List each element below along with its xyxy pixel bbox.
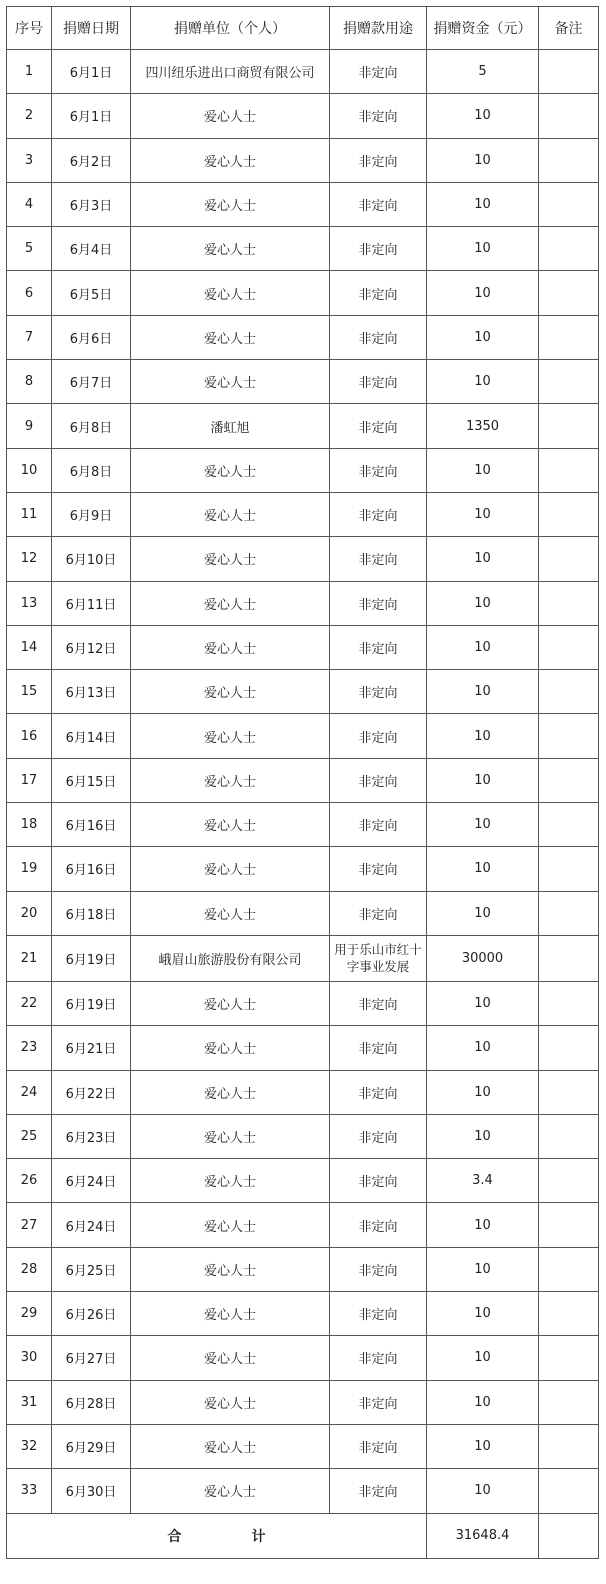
cell-amount: 5	[427, 50, 539, 94]
header-amount: 捐赠资金（元）	[427, 7, 539, 50]
cell-amount: 10	[427, 227, 539, 271]
cell-purpose: 非定向	[330, 670, 427, 714]
header-row	[7, 7, 599, 50]
cell-index: 23	[7, 1026, 52, 1070]
cell-date: 6月1日	[52, 50, 131, 94]
table-row	[7, 492, 599, 536]
cell-amount: 10	[427, 1247, 539, 1291]
cell-remark	[539, 138, 599, 182]
cell-amount: 10	[427, 271, 539, 315]
cell-index: 9	[7, 404, 52, 448]
cell-donor: 爱心人士	[131, 1159, 330, 1203]
cell-donor: 爱心人士	[131, 1070, 330, 1114]
cell-purpose: 非定向	[330, 625, 427, 669]
cell-purpose: 非定向	[330, 138, 427, 182]
cell-date: 6月16日	[52, 847, 131, 891]
total-amount: 31648.4	[427, 1513, 539, 1558]
cell-index: 26	[7, 1159, 52, 1203]
cell-purpose: 非定向	[330, 315, 427, 359]
cell-purpose: 非定向	[330, 537, 427, 581]
cell-date: 6月21日	[52, 1026, 131, 1070]
cell-donor: 爱心人士	[131, 1336, 330, 1380]
total-remark	[539, 1513, 599, 1558]
cell-amount: 30000	[427, 935, 539, 981]
cell-date: 6月29日	[52, 1424, 131, 1468]
cell-donor: 爱心人士	[131, 360, 330, 404]
table-row	[7, 1247, 599, 1291]
cell-donor: 潘虹旭	[131, 404, 330, 448]
table-row	[7, 1292, 599, 1336]
cell-index: 4	[7, 182, 52, 226]
cell-remark	[539, 581, 599, 625]
cell-purpose: 非定向	[330, 1026, 427, 1070]
cell-date: 6月1日	[52, 94, 131, 138]
cell-amount: 10	[427, 891, 539, 935]
cell-purpose: 非定向	[330, 714, 427, 758]
cell-purpose: 非定向	[330, 271, 427, 315]
cell-purpose: 非定向	[330, 891, 427, 935]
cell-amount: 10	[427, 94, 539, 138]
cell-purpose: 非定向	[330, 1380, 427, 1424]
table-row	[7, 935, 599, 981]
cell-date: 6月22日	[52, 1070, 131, 1114]
cell-index: 29	[7, 1292, 52, 1336]
cell-donor: 爱心人士	[131, 1424, 330, 1468]
cell-date: 6月23日	[52, 1114, 131, 1158]
cell-amount: 10	[427, 1026, 539, 1070]
table-row	[7, 227, 599, 271]
table-row	[7, 182, 599, 226]
table-row	[7, 803, 599, 847]
table-row	[7, 1336, 599, 1380]
cell-donor: 爱心人士	[131, 94, 330, 138]
cell-index: 1	[7, 50, 52, 94]
cell-purpose: 非定向	[330, 182, 427, 226]
cell-remark	[539, 935, 599, 981]
cell-donor: 爱心人士	[131, 847, 330, 891]
cell-amount: 10	[427, 1424, 539, 1468]
cell-date: 6月3日	[52, 182, 131, 226]
cell-donor: 爱心人士	[131, 1292, 330, 1336]
cell-donor: 爱心人士	[131, 714, 330, 758]
cell-date: 6月11日	[52, 581, 131, 625]
cell-donor: 四川纽乐进出口商贸有限公司	[131, 50, 330, 94]
cell-index: 24	[7, 1070, 52, 1114]
table-row	[7, 891, 599, 935]
cell-donor: 爱心人士	[131, 625, 330, 669]
cell-index: 22	[7, 981, 52, 1025]
cell-date: 6月13日	[52, 670, 131, 714]
table-row	[7, 1469, 599, 1513]
cell-amount: 10	[427, 537, 539, 581]
table-row	[7, 1380, 599, 1424]
table-row	[7, 581, 599, 625]
cell-amount: 10	[427, 492, 539, 536]
cell-date: 6月4日	[52, 227, 131, 271]
cell-index: 21	[7, 935, 52, 981]
cell-donor: 爱心人士	[131, 182, 330, 226]
cell-remark	[539, 360, 599, 404]
table-row	[7, 94, 599, 138]
cell-donor: 爱心人士	[131, 803, 330, 847]
cell-purpose: 非定向	[330, 227, 427, 271]
table-row	[7, 670, 599, 714]
cell-remark	[539, 1424, 599, 1468]
cell-donor: 爱心人士	[131, 448, 330, 492]
cell-amount: 3.4	[427, 1159, 539, 1203]
cell-date: 6月10日	[52, 537, 131, 581]
table-row	[7, 714, 599, 758]
cell-remark	[539, 1070, 599, 1114]
cell-purpose: 非定向	[330, 404, 427, 448]
table-row	[7, 360, 599, 404]
cell-remark	[539, 315, 599, 359]
cell-remark	[539, 1336, 599, 1380]
table-row	[7, 138, 599, 182]
cell-date: 6月24日	[52, 1159, 131, 1203]
cell-remark	[539, 625, 599, 669]
cell-index: 28	[7, 1247, 52, 1291]
cell-amount: 10	[427, 581, 539, 625]
cell-donor: 爱心人士	[131, 1203, 330, 1247]
cell-date: 6月26日	[52, 1292, 131, 1336]
cell-donor: 爱心人士	[131, 537, 330, 581]
cell-index: 25	[7, 1114, 52, 1158]
cell-amount: 10	[427, 182, 539, 226]
cell-remark	[539, 537, 599, 581]
cell-index: 30	[7, 1336, 52, 1380]
cell-purpose: 非定向	[330, 803, 427, 847]
table-row	[7, 271, 599, 315]
cell-index: 2	[7, 94, 52, 138]
cell-purpose: 非定向	[330, 1114, 427, 1158]
cell-index: 20	[7, 891, 52, 935]
table-row	[7, 1070, 599, 1114]
cell-donor: 爱心人士	[131, 1026, 330, 1070]
cell-donor: 爱心人士	[131, 981, 330, 1025]
total-label-part2: 计	[251, 1528, 266, 1545]
cell-purpose: 非定向	[330, 758, 427, 802]
table-row	[7, 50, 599, 94]
cell-purpose: 非定向	[330, 1292, 427, 1336]
cell-purpose: 非定向	[330, 847, 427, 891]
table-row	[7, 448, 599, 492]
cell-index: 18	[7, 803, 52, 847]
cell-amount: 10	[427, 1469, 539, 1513]
cell-donor: 爱心人士	[131, 227, 330, 271]
cell-date: 6月5日	[52, 271, 131, 315]
cell-remark	[539, 758, 599, 802]
cell-remark	[539, 803, 599, 847]
cell-remark	[539, 981, 599, 1025]
cell-remark	[539, 1380, 599, 1424]
cell-index: 16	[7, 714, 52, 758]
cell-date: 6月2日	[52, 138, 131, 182]
cell-index: 14	[7, 625, 52, 669]
table-row	[7, 625, 599, 669]
cell-purpose: 非定向	[330, 1336, 427, 1380]
cell-remark	[539, 1292, 599, 1336]
cell-date: 6月27日	[52, 1336, 131, 1380]
cell-date: 6月19日	[52, 981, 131, 1025]
cell-donor: 峨眉山旅游股份有限公司	[131, 935, 330, 981]
cell-purpose: 非定向	[330, 1070, 427, 1114]
cell-date: 6月9日	[52, 492, 131, 536]
cell-date: 6月8日	[52, 448, 131, 492]
cell-date: 6月30日	[52, 1469, 131, 1513]
cell-amount: 10	[427, 315, 539, 359]
cell-donor: 爱心人士	[131, 315, 330, 359]
table-row	[7, 315, 599, 359]
cell-index: 31	[7, 1380, 52, 1424]
cell-remark	[539, 891, 599, 935]
cell-purpose: 非定向	[330, 360, 427, 404]
cell-index: 33	[7, 1469, 52, 1513]
cell-date: 6月6日	[52, 315, 131, 359]
table-body	[7, 50, 599, 1514]
cell-date: 6月19日	[52, 935, 131, 981]
cell-index: 19	[7, 847, 52, 891]
cell-purpose: 非定向	[330, 1203, 427, 1247]
cell-amount: 10	[427, 360, 539, 404]
cell-donor: 爱心人士	[131, 758, 330, 802]
cell-purpose: 非定向	[330, 448, 427, 492]
cell-date: 6月25日	[52, 1247, 131, 1291]
header-purpose: 捐赠款用途	[330, 7, 427, 50]
cell-purpose: 非定向	[330, 981, 427, 1025]
cell-amount: 10	[427, 1336, 539, 1380]
cell-remark	[539, 271, 599, 315]
total-label	[7, 1513, 427, 1558]
cell-index: 15	[7, 670, 52, 714]
table-row	[7, 1159, 599, 1203]
cell-remark	[539, 404, 599, 448]
table-row	[7, 1026, 599, 1070]
cell-amount: 10	[427, 981, 539, 1025]
cell-remark	[539, 1203, 599, 1247]
cell-donor: 爱心人士	[131, 138, 330, 182]
cell-date: 6月16日	[52, 803, 131, 847]
cell-remark	[539, 670, 599, 714]
table-row	[7, 1114, 599, 1158]
cell-amount: 10	[427, 1292, 539, 1336]
cell-amount: 10	[427, 1380, 539, 1424]
table-row	[7, 537, 599, 581]
cell-donor: 爱心人士	[131, 670, 330, 714]
cell-amount: 10	[427, 714, 539, 758]
cell-index: 10	[7, 448, 52, 492]
cell-remark	[539, 182, 599, 226]
cell-remark	[539, 714, 599, 758]
cell-index: 32	[7, 1424, 52, 1468]
cell-remark	[539, 847, 599, 891]
cell-purpose: 非定向	[330, 1424, 427, 1468]
table-row	[7, 404, 599, 448]
table-row	[7, 758, 599, 802]
cell-remark	[539, 1247, 599, 1291]
cell-index: 5	[7, 227, 52, 271]
cell-remark	[539, 448, 599, 492]
cell-date: 6月12日	[52, 625, 131, 669]
cell-amount: 1350	[427, 404, 539, 448]
header-donor: 捐赠单位（个人）	[131, 7, 330, 50]
cell-index: 13	[7, 581, 52, 625]
cell-index: 3	[7, 138, 52, 182]
cell-date: 6月14日	[52, 714, 131, 758]
table-row	[7, 1203, 599, 1247]
cell-purpose: 非定向	[330, 1159, 427, 1203]
cell-index: 12	[7, 537, 52, 581]
cell-date: 6月18日	[52, 891, 131, 935]
cell-amount: 10	[427, 625, 539, 669]
cell-donor: 爱心人士	[131, 1247, 330, 1291]
cell-date: 6月28日	[52, 1380, 131, 1424]
header-remark: 备注	[539, 7, 599, 50]
cell-index: 17	[7, 758, 52, 802]
cell-remark	[539, 50, 599, 94]
cell-remark	[539, 1469, 599, 1513]
cell-index: 6	[7, 271, 52, 315]
total-label-part1: 合	[167, 1528, 182, 1545]
cell-index: 7	[7, 315, 52, 359]
cell-index: 8	[7, 360, 52, 404]
cell-amount: 10	[427, 1070, 539, 1114]
cell-amount: 10	[427, 448, 539, 492]
cell-donor: 爱心人士	[131, 271, 330, 315]
cell-date: 6月8日	[52, 404, 131, 448]
cell-purpose: 非定向	[330, 50, 427, 94]
cell-purpose: 非定向	[330, 581, 427, 625]
total-row	[7, 1513, 599, 1558]
cell-amount: 10	[427, 758, 539, 802]
cell-amount: 10	[427, 803, 539, 847]
cell-purpose: 非定向	[330, 1247, 427, 1291]
table-row	[7, 1424, 599, 1468]
header-date: 捐赠日期	[52, 7, 131, 50]
cell-date: 6月15日	[52, 758, 131, 802]
cell-remark	[539, 94, 599, 138]
cell-remark	[539, 1026, 599, 1070]
cell-donor: 爱心人士	[131, 1380, 330, 1424]
cell-purpose: 非定向	[330, 492, 427, 536]
cell-donor: 爱心人士	[131, 581, 330, 625]
cell-amount: 10	[427, 138, 539, 182]
cell-remark	[539, 492, 599, 536]
cell-donor: 爱心人士	[131, 1469, 330, 1513]
cell-purpose: 非定向	[330, 1469, 427, 1513]
cell-purpose: 用于乐山市红十字事业发展	[330, 935, 427, 981]
cell-purpose: 非定向	[330, 94, 427, 138]
table-row	[7, 847, 599, 891]
cell-donor: 爱心人士	[131, 1114, 330, 1158]
cell-index: 27	[7, 1203, 52, 1247]
header-index: 序号	[7, 7, 52, 50]
cell-remark	[539, 1159, 599, 1203]
cell-amount: 10	[427, 670, 539, 714]
cell-date: 6月24日	[52, 1203, 131, 1247]
cell-amount: 10	[427, 1114, 539, 1158]
table-row	[7, 981, 599, 1025]
cell-amount: 10	[427, 1203, 539, 1247]
cell-index: 11	[7, 492, 52, 536]
cell-remark	[539, 227, 599, 271]
cell-date: 6月7日	[52, 360, 131, 404]
cell-amount: 10	[427, 847, 539, 891]
cell-remark	[539, 1114, 599, 1158]
cell-donor: 爱心人士	[131, 891, 330, 935]
cell-donor: 爱心人士	[131, 492, 330, 536]
donation-table	[6, 6, 599, 1559]
